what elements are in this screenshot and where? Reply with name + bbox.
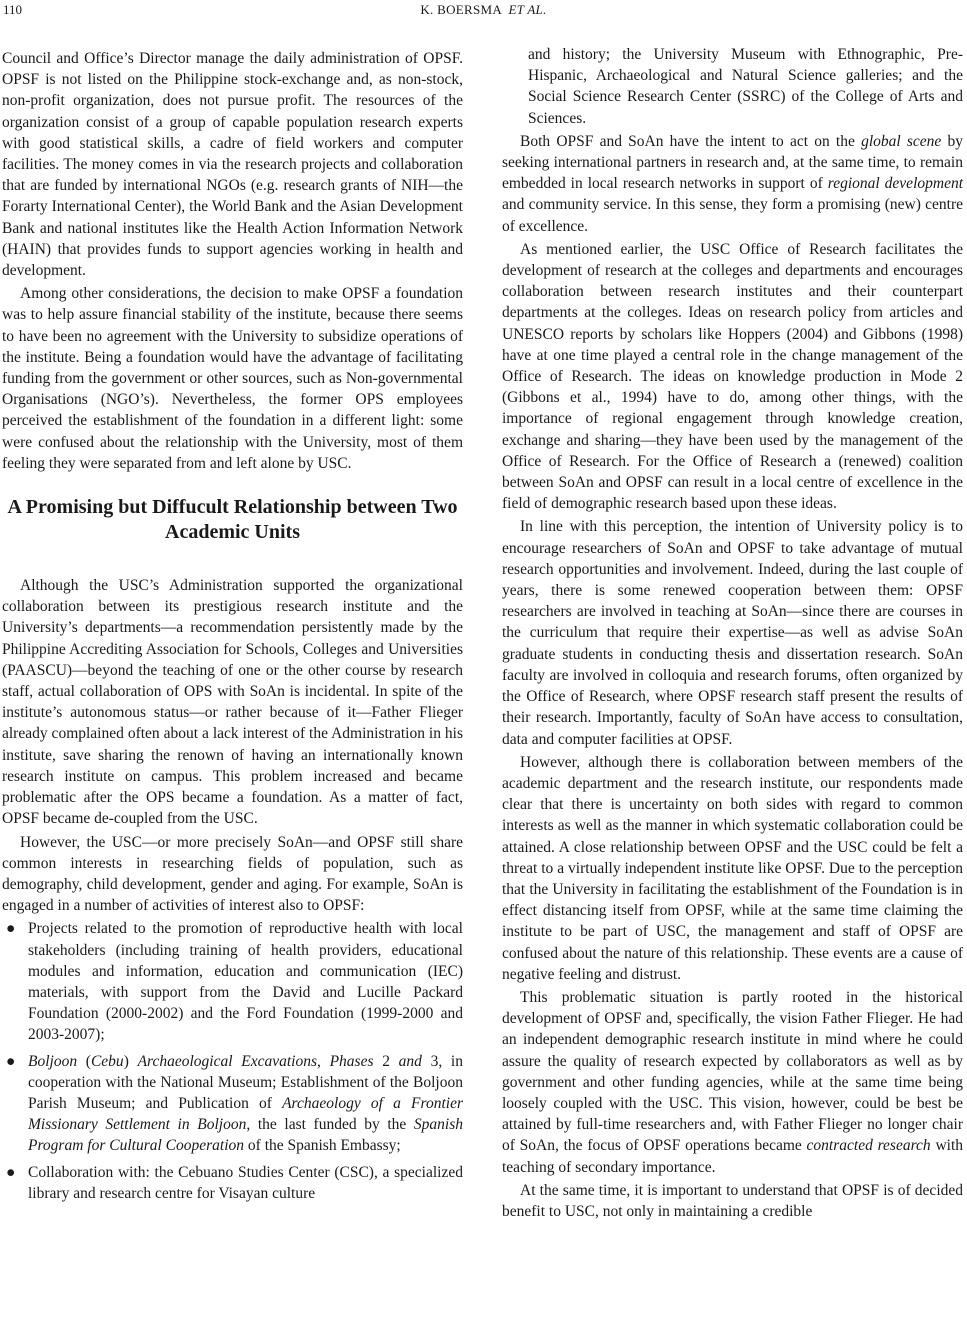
paragraph: This problematic situation is partly rooted in the historical development of OPSF and, specifically, the vision Father Flieger. He had an independent demographic research institute in mind where he could assure the quality of research expected by collaborators as well as by government and other funding agencies, while at the same time being loosely coupled with the USC. This vision, however, could be best be attained by full-time researchers and, with Father Flieger no longer chair of SoAn, the focus of OPSF operations became contracted research with teaching of secondary importance. [502,988,964,1176]
paragraph: In line with this perception, the intention of University policy is to encourage researchers of SoAn and OPSF to take advantage of mutual research opportunities and involvement. Indeed, during the last couple of years, there is some renewed cooperation between them: OPSF researchers are involved in teaching at SoAn—since there are courses in the curriculum that require their expertise—as well as advise SoAn graduate students in conducting thesis and dissertation research. SoAn faculty are involved in colloquia and research forums, often organized by the Office of Research, where OPSF research staff present the results of their research. Importantly, faculty of SoAn have access to consultation, data and computer facilities at OPSF. [502,518,963,748]
list-item: ● Collaboration with: the Cebuano Studies Center (CSC), a specialized library and research centre for Visayan culture [6,1163,463,1202]
bullet-icon: ● [6,1052,16,1070]
paragraph: Among other considerations, the decision to make OPSF a foundation was to help assure financial stability of the institute, because there seems to have been no agreement with the University to subsidize operations of the institute. Being a foundation would have the advantage of facilitating funding from the government or other sources, such as Non-governmental Organisations (NGO’s). Nevertheless, the former OPS employees perceived the establishment of the foundation in a different light: some were confused about the relationship with the University, most of them feeling they were separated from and left alone by USC. [2,285,463,472]
paragraph: At the same time, it is important to understand that OPSF is of decided benefit to USC, not only in maintaining a credible [502,1181,963,1220]
page-number: 110 [3,2,23,17]
paragraph: As mentioned earlier, the USC Office of Research facilitates the development of research at the colleges and departments and encourages collaboration between research institutes and their counterpart departments at the colleges. Ideas on research policy from articles and UNESCO reports by scholars like Hoppers (2004) and Gibbons (1998) have at one time played a central role in the change management of the Office of Research. The ideas on knowledge production in Mode 2 (Gibbons et al., 1994) have to do, among other things, with the importance of regional engagement through knowledge creation, exchange and sharing—they have been used by the management of the Office of Research. For the Office of Research a (renewed) coalition between SoAn and OPSF can result in a local centre of excellence in the field of demographic research based upon these ideas. [502,240,963,513]
paragraph: However, the USC—or more precisely SoAn—and OPSF still share common interests in researching fields of population, such as demography, child development, gender and aging. For example, SoAn is engaged in a number of activities of interest also to OPSF: [2,833,463,915]
bullet-icon: ● [6,1163,16,1181]
paragraph: Council and Office’s Director manage the daily administration of OPSF. OPSF is not listed on the Philippine stock-exchange and, as non-stock, non-profit organization, does not pursue profit. The resources of the organization consist of a group of capable population research experts with good statistical skills, a cadre of field workers and computer facilities. The money comes in via the research projects and collaboration that are funded by international NGOs (e.g. research grants of NIH—the Forarty International Center), the World Bank and the Asian Development Bank and national institutes like the Health Action Information Network (HAIN) that provides funds to support agencies working in health and development. [2,50,463,280]
running-author: K. BOERSMA ET AL. [420,2,547,17]
list-item: ● Projects related to the promotion of reproductive health with local stakeholders (including training of health providers, educational modules and information, education and communication (IEC) materials, with support from the David and Lucille Packard Foundation (2000-2002) and the Ford Foundation (1999-2000 and 2003-2007); [6,920,463,1044]
paragraph: Both OPSF and SoAn have the intent to act on the global scene by seeking international partners in research and, at the same time, to remain embedded in local research networks in support of regional development and community service. In this sense, they form a promising (new) centre of excellence. [502,132,963,235]
section-heading: A Promising but Diffucult Relationship between Two Academic Units [7,496,458,544]
paragraph: Although the USC’s Administration supported the organizational collaboration between its prestigious research institute and the University’s departments—a recommendation persistently made by the Philippine Accrediting Association for Schools, Colleges and Universities (PAASCU)—beyond the teaching of one or the other course by research staff, actual collaboration of OPS with SoAn is incidental. In spite of the institute’s autonomous status—or rather because of it—Father Flieger already complained often about a lack interest of the Administration in his institute, save sharing the renown of having an internationally known research institute on campus. This problem increased and became problematic after the OPS became a foundation. As a matter of fact, OPSF became de-coupled from the USC. [2,577,463,828]
left-column [2,48,463,1209]
right-column [502,44,963,1224]
list-item: ● Boljoon (Cebu) Archaeological Excavations, Phases 2 and 3, in cooperation with the National Museum; Establishment of the Boljoon Parish Museum; and Publication of Archaeology of a Frontier Missionary Settlement in Boljoon, the last funded by the Spanish Program for Cultural Cooperation of the Spanish Embassy; [6,1052,463,1155]
list-item-continuation: and history; the University Museum with Ethnographic, Pre-Hispanic, Archaeological and Natural Science galleries; and the Social Science Research Center (SSRC) of the College of Arts and Sciences. [528,46,963,127]
activity-list [2,918,463,1204]
bullet-icon: ● [6,920,16,938]
paragraph: However, although there is collaboration between members of the academic department and the research institute, our respondents made clear that there is uncertainty on both sides with regard to common interests as well as the manner in which systematic collaboration could be attained. A close relationship between OPSF and the USC could be felt a threat to a virtually independent institute like OPSF. Due to the perception that the University in facilitating the establishment of the Foundation is in effect distancing itself from OPSF, while at the same time claiming the institute to be part of USC, the management and staff of OPSF are confused about the nature of this relationship. These events are a cause of negative feeling and distrust. [502,753,963,983]
running-header [0,0,967,22]
